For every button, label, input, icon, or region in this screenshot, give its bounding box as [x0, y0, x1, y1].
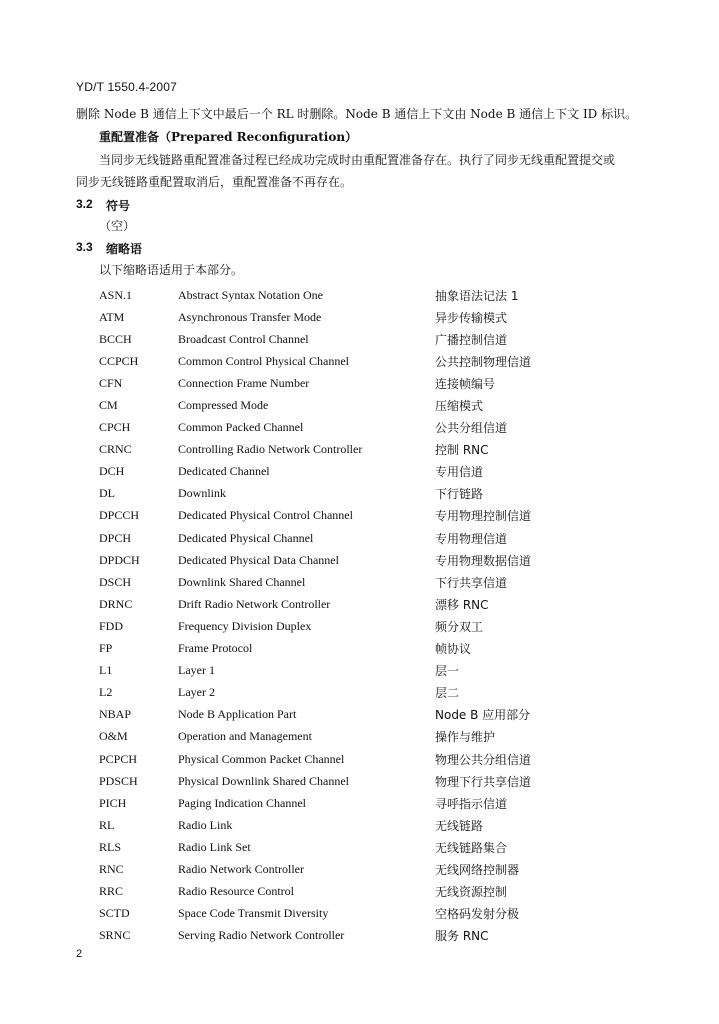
abbreviation: SCTD: [99, 906, 130, 921]
chinese-term: 物理下行共享信道: [435, 774, 532, 789]
abbreviation: ASN.1: [99, 287, 133, 302]
abbreviation-row: [99, 615, 615, 637]
english-term: Space Code Transmit Diversity: [178, 906, 329, 921]
english-term: Radio Link Set: [178, 839, 251, 854]
english-term: Radio Resource Control: [178, 884, 294, 899]
chinese-term: 专用物理控制信道: [435, 509, 532, 524]
english-term: Physical Downlink Shared Channel: [178, 773, 349, 788]
abbreviation-row: [99, 394, 615, 416]
english-term: Dedicated Physical Control Channel: [178, 508, 353, 523]
chinese-term: 控制 RNC: [435, 443, 489, 458]
section-3-3-number: 3.3: [76, 240, 93, 254]
abbreviation-row: [99, 858, 615, 880]
abbreviation-row: [99, 505, 615, 527]
chinese-term: 操作与维护: [435, 730, 496, 745]
abbreviation: RLS: [99, 839, 122, 854]
abbreviation-row: [99, 417, 615, 439]
english-term: Frame Protocol: [178, 641, 253, 656]
abbreviation-row: [99, 748, 615, 770]
english-term: Abstract Syntax Notation One: [178, 287, 323, 302]
chinese-term: 服务 RNC: [435, 929, 489, 944]
abbreviation: DPDCH: [99, 552, 140, 567]
chinese-term: 无线链路集合: [435, 840, 508, 855]
abbreviation-row: [99, 284, 615, 306]
abbreviation: DL: [99, 486, 115, 501]
chinese-term: 压缩模式: [435, 399, 484, 414]
section-3-2-title: 符号: [106, 199, 131, 213]
abbreviation-row: [99, 836, 615, 858]
chinese-term: 层一: [435, 664, 460, 679]
english-term: Downlink: [178, 486, 226, 501]
english-term: Layer 1: [178, 663, 215, 678]
english-term: Connection Frame Number: [178, 375, 310, 390]
abbreviation: CPCH: [99, 420, 131, 435]
english-term: Layer 2: [178, 685, 215, 700]
english-term: Compressed Mode: [178, 398, 269, 413]
document-header: YD/T 1550.4-2007: [76, 80, 178, 94]
abbreviation-row: [99, 925, 615, 947]
english-term: Dedicated Channel: [178, 464, 270, 479]
abbreviation: RRC: [99, 884, 124, 899]
english-term: Common Packed Channel: [178, 420, 304, 435]
english-term: Paging Indication Channel: [178, 795, 306, 810]
abbreviation: L1: [99, 663, 113, 678]
section-3-2-number: 3.2: [76, 197, 93, 211]
english-term: Radio Network Controller: [178, 861, 304, 876]
chinese-term: 抽象语法记法 1: [435, 288, 519, 303]
section-3-2-body: （空）: [99, 219, 136, 233]
chinese-term: 连接帧编号: [435, 376, 496, 391]
abbreviation-row: [99, 571, 615, 593]
abbreviation-row: [99, 660, 615, 682]
english-term: Frequency Division Duplex: [178, 618, 312, 633]
abbreviation: NBAP: [99, 707, 132, 722]
abbreviation: O&M: [99, 729, 128, 744]
chinese-term: 漂移 RNC: [435, 597, 489, 612]
page-number: 2: [76, 948, 83, 960]
abbreviation-row: [99, 638, 615, 660]
english-term: Controlling Radio Network Controller: [178, 442, 363, 457]
chinese-term: Node B 应用部分: [435, 708, 531, 723]
term-definition-line-2: 同步无线链路重配置取消后，重配置准备不再存在。: [76, 175, 353, 189]
chinese-term: 无线资源控制: [435, 885, 508, 900]
abbreviation: ATM: [99, 309, 125, 324]
abbreviation-row: [99, 483, 615, 505]
abbreviation: FDD: [99, 618, 124, 633]
english-term: Serving Radio Network Controller: [178, 928, 345, 943]
abbreviation: L2: [99, 685, 113, 700]
abbreviation: DPCH: [99, 530, 132, 545]
abbreviation-row: [99, 726, 615, 748]
abbreviation-row: [99, 328, 615, 350]
abbreviation: CCPCH: [99, 353, 139, 368]
chinese-term: 寻呼指示信道: [435, 796, 508, 811]
abbreviation: CM: [99, 398, 118, 413]
abbreviation-row: [99, 792, 615, 814]
abbreviation-row: [99, 593, 615, 615]
english-term: Node B Application Part: [178, 707, 297, 722]
abbreviation-row: [99, 903, 615, 925]
english-term: Physical Common Packet Channel: [178, 751, 345, 766]
abbreviation: DPCCH: [99, 508, 140, 523]
abbreviation-row: [99, 461, 615, 483]
abbreviation: PDSCH: [99, 773, 138, 788]
english-term: Drift Radio Network Controller: [178, 596, 331, 611]
abbreviation: DSCH: [99, 574, 132, 589]
chinese-term: 频分双工: [435, 619, 484, 634]
abbreviation: BCCH: [99, 331, 132, 346]
abbreviation-row: [99, 350, 615, 372]
chinese-term: 专用物理信道: [435, 531, 508, 546]
abbreviation-table: [99, 284, 615, 947]
english-term: Downlink Shared Channel: [178, 574, 306, 589]
chinese-term: 下行共享信道: [435, 575, 508, 590]
chinese-term: 异步传输模式: [435, 310, 508, 325]
abbreviation-row: [99, 549, 615, 571]
english-term: Asynchronous Transfer Mode: [178, 309, 322, 324]
abbreviation-row: [99, 682, 615, 704]
abbreviation-row: [99, 704, 615, 726]
chinese-term: 空格码发射分极: [435, 907, 520, 922]
abbreviation-row: [99, 770, 615, 792]
abbreviation: SRNC: [99, 928, 131, 943]
abbreviation: DCH: [99, 464, 125, 479]
abbreviation-row: [99, 881, 615, 903]
abbreviation-row: [99, 527, 615, 549]
chinese-term: 层二: [435, 686, 460, 701]
chinese-term: 专用物理数据信道: [435, 553, 532, 568]
abbreviation: PICH: [99, 795, 127, 810]
chinese-term: 无线链路: [435, 818, 484, 833]
abbreviation-row: [99, 306, 615, 328]
section-3-3-intro: 以下缩略语适用于本部分。: [99, 263, 244, 277]
abbreviation: PCPCH: [99, 751, 138, 766]
abbreviation: CFN: [99, 375, 123, 390]
english-term: Operation and Management: [178, 729, 312, 744]
chinese-term: 公共分组信道: [435, 421, 508, 436]
abbreviation-row: [99, 439, 615, 461]
abbreviation: CRNC: [99, 442, 132, 457]
chinese-term: 物理公共分组信道: [435, 752, 532, 767]
intro-line: 删除 Node B 通信上下文中最后一个 RL 时删除。Node B 通信上下文由 Node B 通信上下文 ID 标识。: [76, 107, 638, 121]
chinese-term: 广播控制信道: [435, 332, 508, 347]
chinese-term: 公共控制物理信道: [435, 354, 532, 369]
english-term: Common Control Physical Channel: [178, 353, 349, 368]
abbreviation-row: [99, 372, 615, 394]
abbreviation: DRNC: [99, 596, 133, 611]
chinese-term: 帧协议: [435, 642, 472, 657]
english-term: Dedicated Physical Channel: [178, 530, 314, 545]
term-definition-line-1: 当同步无线链路重配置准备过程已经成功完成时由重配置准备存在。执行了同步无线重配置提交或: [99, 153, 616, 167]
abbreviation-row: [99, 814, 615, 836]
section-3-3-title: 缩略语: [106, 242, 143, 256]
english-term: Broadcast Control Channel: [178, 331, 309, 346]
chinese-term: 下行链路: [435, 487, 484, 502]
abbreviation: FP: [99, 641, 113, 656]
abbreviation: RL: [99, 817, 115, 832]
term-title: 重配置准备（Prepared Reconfiguration）: [99, 130, 358, 144]
english-term: Dedicated Physical Data Channel: [178, 552, 339, 567]
english-term: Radio Link: [178, 817, 233, 832]
abbreviation: RNC: [99, 861, 124, 876]
chinese-term: 无线网络控制器: [435, 862, 520, 877]
chinese-term: 专用信道: [435, 465, 484, 480]
